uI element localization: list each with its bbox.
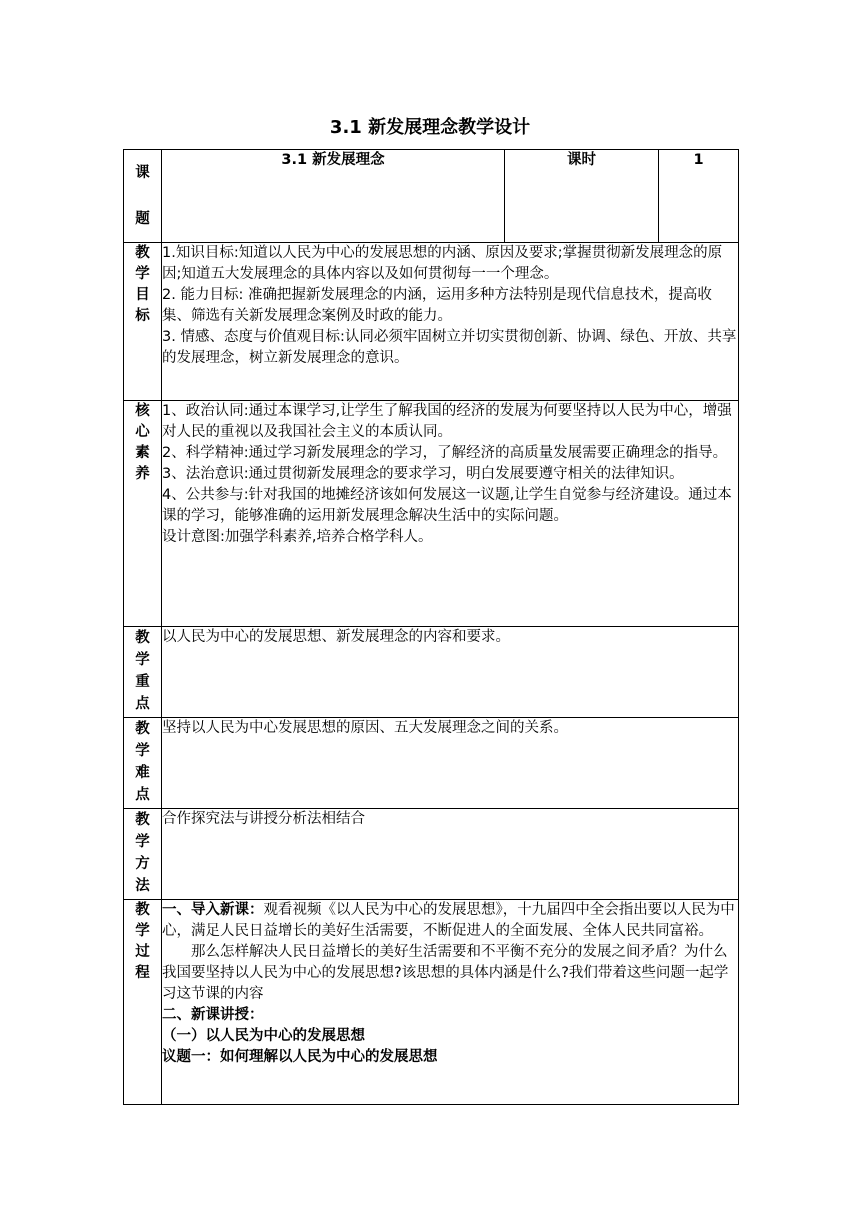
topic-label [124, 150, 162, 243]
label-char: 素 [135, 445, 150, 461]
subsection-heading: （一）以人民为中心的发展思想 [162, 1028, 365, 1044]
label-char: 学 [135, 266, 150, 282]
literacy-row [124, 401, 739, 627]
label-char: 教 [135, 812, 150, 828]
label-char: 心 [135, 424, 150, 440]
intro-paragraph [162, 900, 738, 942]
lesson-plan-table [123, 149, 739, 1105]
label-char: 教 [135, 721, 150, 737]
label-char: 目 [135, 287, 150, 303]
goal-values: 3. 情感、态度与价值观目标:认同必须牢固树立并切实贯彻创新、协调、绿色、开放、共享的发展理念，树立新发展理念的意识。 [162, 329, 737, 366]
difficulties-row [124, 718, 739, 809]
label-char: 过 [135, 944, 150, 960]
methods-label [124, 809, 162, 900]
topic-heading: 议题一：如何理解以人民为中心的发展思想 [162, 1049, 438, 1065]
label-char: 标 [135, 308, 150, 324]
label-char: 学 [135, 834, 150, 850]
process-content [162, 900, 739, 1105]
label-char: 教 [135, 630, 150, 646]
goals-row [124, 243, 739, 401]
label-char: 难 [135, 765, 150, 781]
label-char: 点 [135, 787, 150, 803]
goal-knowledge: 1.知识目标:知道以人民为中心的发展思想的内涵、原因及要求;掌握贯彻新发展理念的原因;知道五大发展理念的具体内容以及如何贯彻每一一个理念。 [162, 245, 723, 282]
section-heading: 二、新课讲授： [162, 1007, 264, 1023]
label-char: 学 [135, 743, 150, 759]
label-char: 学 [135, 923, 150, 939]
literacy-label [124, 401, 162, 627]
period-value: 1 [659, 150, 739, 243]
process-label [124, 900, 162, 1105]
topic-row [124, 150, 739, 243]
goal-ability: 2. 能力目标: 准确把握新发展理念的内涵，运用多种方法特别是现代信息技术，提高收集、筛选有关新发展理念案例及时政的能力。 [162, 287, 712, 324]
key-points-content: 以人民为中心的发展思想、新发展理念的内容和要求。 [162, 627, 739, 718]
period-label: 课时 [505, 150, 659, 243]
document-title: 3.1 新发展理念教学设计 [329, 117, 531, 138]
label-char: 法 [135, 878, 150, 894]
difficulties-content: 坚持以人民为中心发展思想的原因、五大发展理念之间的关系。 [162, 718, 739, 809]
literacy-law: 3、法治意识:通过贯彻新发展理念的要求学习，明白发展要遵守相关的法律知识。 [162, 466, 684, 482]
label-char: 重 [135, 674, 150, 690]
methods-row [124, 809, 739, 900]
label-char: 课 [135, 165, 150, 181]
key-points-row [124, 627, 739, 718]
label-char: 程 [135, 965, 150, 981]
intro-heading: 一、导入新课： [162, 902, 264, 918]
literacy-participation: 4、公共参与:针对我国的地摊经济该如何发展这一议题,让学生自觉参与经济建设。通过本课的学习，能够准确的运用新发展理念解决生活中的实际问题。 [162, 487, 732, 524]
label-char: 教 [135, 902, 150, 918]
key-points-label [124, 627, 162, 718]
difficulties-label [124, 718, 162, 809]
literacy-political: 1、政治认同:通过本课学习,让学生了解我国的经济的发展为何要坚持以人民为中心，增强对人民的重视以及我国社会主义的本质认同。 [162, 403, 732, 440]
label-char: 养 [135, 466, 150, 482]
label-char: 学 [135, 652, 150, 668]
label-char: 方 [135, 856, 150, 872]
methods-content: 合作探究法与讲授分析法相结合 [162, 809, 739, 900]
label-char: 教 [135, 245, 150, 261]
literacy-content [162, 401, 739, 627]
label-char: 点 [135, 696, 150, 712]
label-char: 题 [135, 211, 150, 227]
question-paragraph: 那么怎样解决人民日益增长的美好生活需要和不平衡不充分的发展之间矛盾？为什么我国要坚持以人民为中心的发展思想?该思想的具体内涵是什么?我们带着这些问题一起学习这节课的内容 [162, 944, 729, 1002]
label-char: 核 [135, 403, 150, 419]
goals-label [124, 243, 162, 401]
goals-content [162, 243, 739, 401]
literacy-science: 2、科学精神:通过学习新发展理念的学习，了解经济的高质量发展需要正确理念的指导。 [162, 445, 728, 461]
topic-title: 3.1 新发展理念 [162, 150, 505, 243]
literacy-intent: 设计意图:加强学科素养,培养合格学科人。 [162, 529, 433, 545]
process-row [124, 900, 739, 1105]
intro-text: 观看视频《以人民为中心的发展思想》，十九届四中全会指出要以人民为中心，满足人民日益增长的美好生活需要，不断促进人的全面发展、全体人民共同富裕。 [162, 902, 735, 939]
